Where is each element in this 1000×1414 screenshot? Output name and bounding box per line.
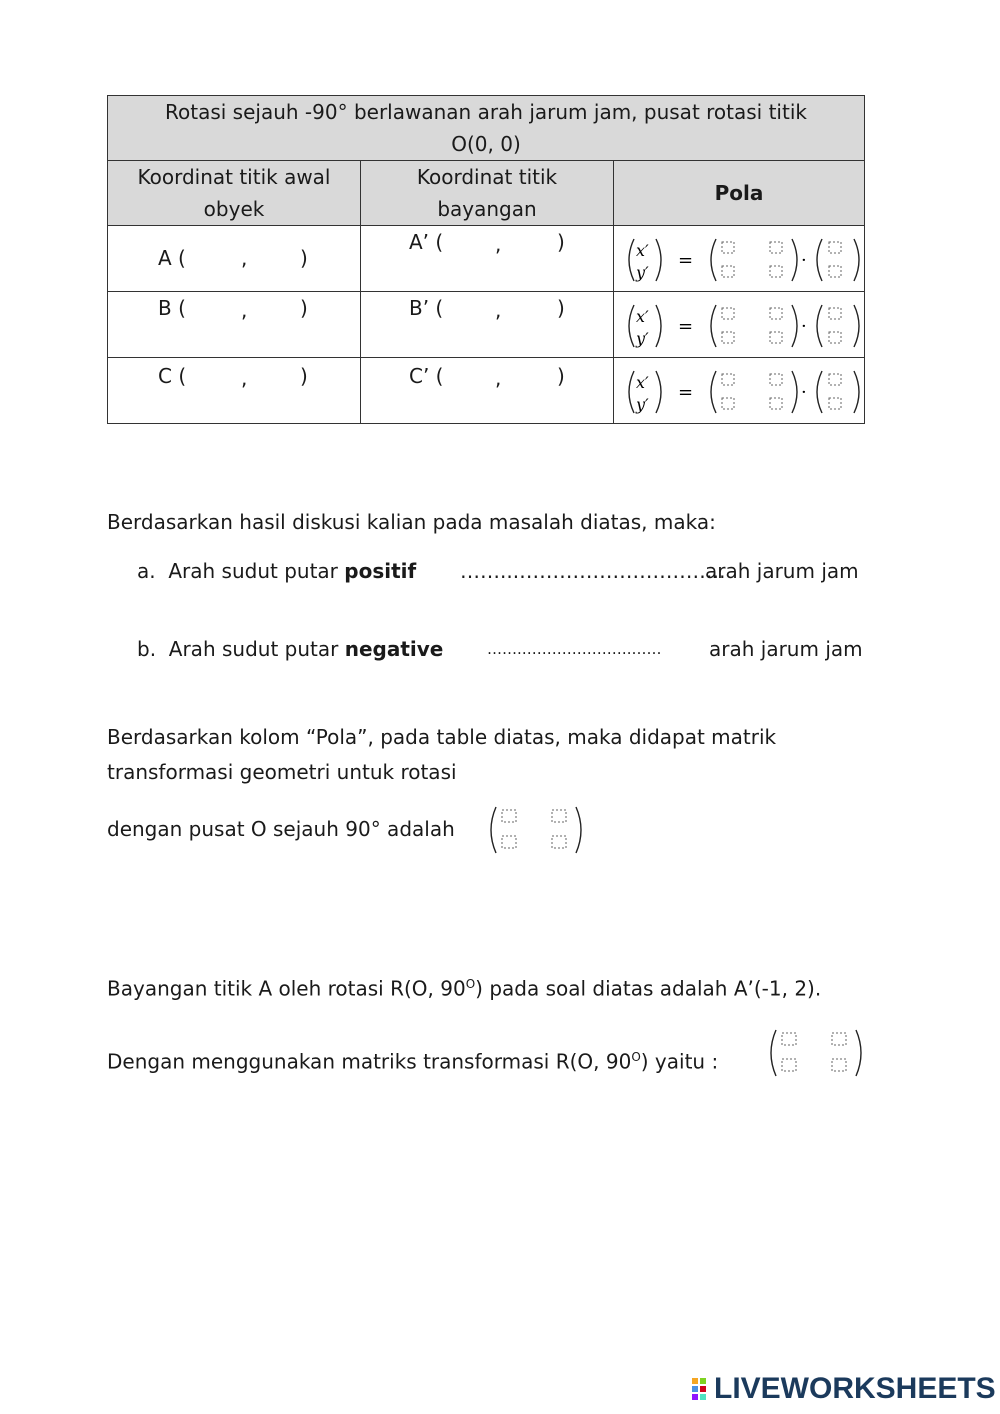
answer-blank-b[interactable]: …….………………….……: [487, 640, 662, 658]
cell-orig-b[interactable]: [108, 292, 361, 358]
point-label: C (: [158, 364, 187, 388]
cell-orig-c[interactable]: [108, 358, 361, 424]
rotation-matrix-input[interactable]: [486, 804, 586, 856]
point-label: B (: [158, 296, 186, 320]
comma: ,: [241, 246, 248, 270]
comma: ,: [241, 366, 248, 390]
dot-sign: ·: [801, 250, 807, 271]
equals-sign: =: [678, 316, 694, 337]
pola-line1: Berdasarkan kolom “Pola”, pada table diatas, maka didapat matrik: [107, 725, 777, 749]
close-paren: ): [300, 364, 308, 388]
item-a: a. Arah sudut putar positif: [137, 559, 417, 583]
x-prime: x′: [636, 307, 649, 326]
answer-blank-a[interactable]: ……...………………………….: [460, 559, 726, 583]
x-prime: x′: [636, 373, 649, 392]
header-image: Koordinat titik bayangan: [361, 161, 614, 226]
close-paren: ): [557, 230, 565, 254]
header-pola: Pola: [614, 161, 865, 226]
item-b-end: arah jarum jam: [709, 637, 863, 661]
close-paren: ): [557, 364, 565, 388]
dot-sign: ·: [801, 382, 807, 403]
close-paren: ): [300, 296, 308, 320]
y-prime: y′: [636, 329, 649, 348]
point-label: A (: [158, 246, 186, 270]
equals-sign: =: [678, 382, 694, 403]
example-line1: Bayangan titik A oleh rotasi R(O, $90^O$) pada soal diatas adalah A’(-1, 2).: [107, 976, 822, 1001]
point-label: B’ (: [409, 296, 444, 320]
brand-wordmark: LIVEWORKSHEETS: [714, 1372, 996, 1405]
item-b: b. Arah sudut putar negative: [137, 637, 444, 661]
item-a-end: arah jarum jam: [705, 559, 859, 583]
comma: ,: [495, 232, 502, 256]
liveworksheets-logo-icon: [692, 1378, 714, 1404]
dot-sign: ·: [801, 316, 807, 337]
point-label: C’ (: [409, 364, 444, 388]
y-prime: y′: [636, 263, 649, 282]
example-line2: Dengan menggunakan matriks transformasi R(O, $90^O$) yaitu :: [107, 1049, 719, 1074]
cell-image-a[interactable]: [361, 226, 614, 292]
header-original: Koordinat titik awal obyek: [108, 161, 361, 226]
example-matrix-input[interactable]: [766, 1027, 866, 1079]
cell-pola-c[interactable]: [614, 358, 865, 424]
point-label: A’ (: [409, 230, 444, 254]
x-prime: x′: [636, 241, 649, 260]
y-prime: y′: [636, 395, 649, 414]
table-title: Rotasi sejauh -90° berlawanan arah jarum jam, pusat rotasi titik O(0, 0): [108, 96, 865, 161]
pola-matrix-equation: [622, 302, 862, 350]
cell-image-c[interactable]: [361, 358, 614, 424]
comma: ,: [495, 366, 502, 390]
comma: ,: [495, 298, 502, 322]
pola-line2: transformasi geometri untuk rotasi: [107, 760, 457, 784]
pola-matrix-equation: [622, 236, 862, 284]
rotation-table: [107, 95, 865, 424]
equals-sign: =: [678, 250, 694, 271]
cell-image-b[interactable]: [361, 292, 614, 358]
discussion-intro: Berdasarkan hasil diskusi kalian pada masalah diatas, maka:: [107, 510, 716, 534]
cell-pola-a[interactable]: [614, 226, 865, 292]
close-paren: ): [300, 246, 308, 270]
close-paren: ): [557, 296, 565, 320]
pola-matrix-equation: [622, 368, 862, 416]
pola-line3: dengan pusat O sejauh 90° adalah: [107, 817, 455, 841]
cell-orig-a[interactable]: [108, 226, 361, 292]
comma: ,: [241, 298, 248, 322]
cell-pola-b[interactable]: [614, 292, 865, 358]
